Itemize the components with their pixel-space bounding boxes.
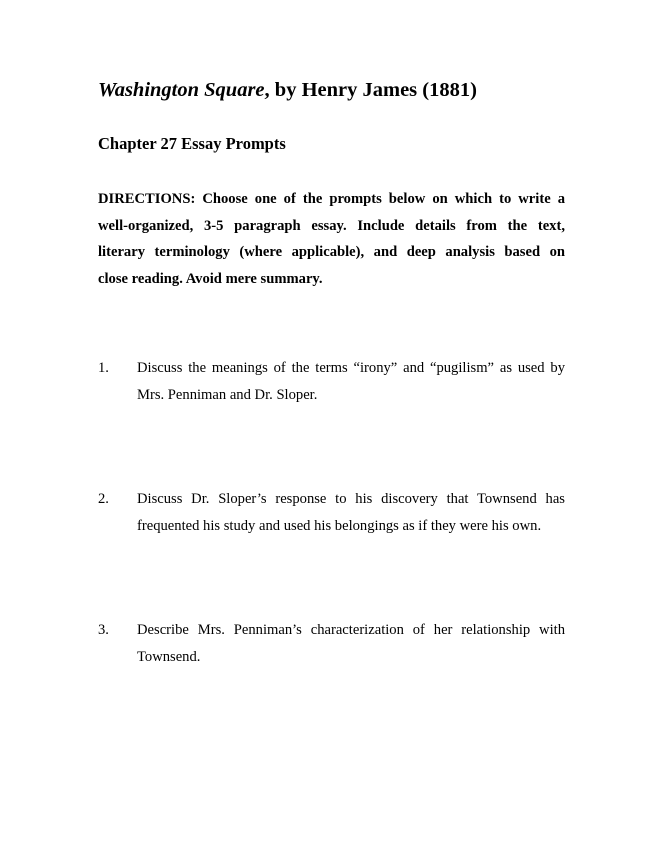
prompt-line: Discuss Dr. Sloper’s response to his discovery that Townsend has (137, 491, 565, 507)
prompt-line: Discuss the meanings of the terms “irony” and “pugilism” as used by (137, 360, 565, 376)
prompt-line: Describe Mrs. Penniman’s characterization of her relationship with (137, 622, 565, 638)
directions-line: close reading. Avoid mere summary. (98, 270, 323, 287)
title-author-year: , by Henry James (1881) (264, 79, 477, 101)
page-title (98, 78, 477, 102)
book-title: Washington Square (98, 79, 265, 101)
directions-paragraph (98, 186, 565, 292)
directions-line: well-organized, 3-5 paragraph essay. Include details from the text, (98, 217, 565, 234)
directions-line: literary terminology (where applicable), and deep analysis based on (98, 244, 565, 260)
prompt-number: 3. (98, 622, 109, 638)
prompt-text (137, 617, 565, 670)
prompt-text (137, 486, 565, 539)
directions-line: DIRECTIONS: Choose one of the prompts below on which to write a (98, 191, 565, 207)
section-heading: Chapter 27 Essay Prompts (98, 134, 286, 153)
prompt-text (137, 355, 565, 408)
prompt-line: frequented his study and used his belongings as if they were his own. (137, 517, 542, 534)
prompt-number: 2. (98, 491, 109, 507)
prompt-line: Townsend. (137, 648, 201, 665)
prompt-line: Mrs. Penniman and Dr. Sloper. (137, 386, 318, 403)
prompt-number: 1. (98, 360, 109, 376)
